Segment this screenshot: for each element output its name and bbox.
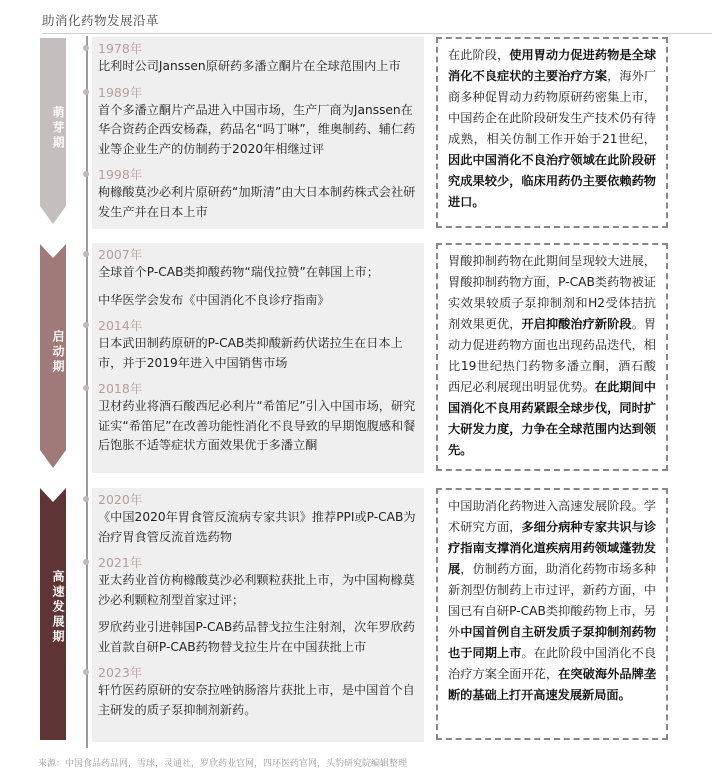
phase-label-2: 启动期 [51,330,65,375]
timeline-dot [83,322,89,328]
timeline-dot [83,251,89,257]
phase-marker-3 [40,488,66,740]
phase-marker-1 [40,38,66,224]
timeline-dot [83,45,89,51]
phase-label-3: 高速发展期 [51,570,65,645]
event-year: 2018年 [98,381,143,396]
event-year: 1998年 [98,167,143,182]
event-text: 首个多潘立酮片产品进入中国市场，生产厂商为Janssen在华合资药企西安杨森，药品名“吗丁啉”，维奥制药、辅仁药业等企业生产的仿制药于2020年相继过评 [98,102,416,156]
timeline-dot [83,496,89,502]
timeline-dot [83,89,89,95]
summary-text-bold: 使用胃动力促进药物是全球消化不良症状的主要治疗方案 [448,48,657,83]
summary-box-1 [436,37,668,228]
summary-text: 胃酸抑制药物在此期间呈现较大进展，胃酸抑制药物方面，P-CAB类药物被证实效果较质子泵抑制剂和H2受体拮抗剂效果更优， [448,254,656,331]
phase-marker-2 [40,244,66,468]
summary-text: ，海外厂商多种促胃动力药物原研药密集上市，中国药企在此阶段研发生产技术仍有待成熟，相关仿制工作开始于21世纪， [448,69,657,146]
event-year: 2023年 [98,665,143,680]
event-text: 全球首个P-CAB类抑酸药物“瑞伐拉赞”在韩国上市； [98,265,379,279]
summary-text: 在此阶段， [448,48,510,62]
timeline-dot [83,669,89,675]
event-text: 枸橼酸莫沙必利片原研药“加斯清”由大日本制药株式会社研发生产并在日本上市 [98,185,416,219]
event-text: 罗欣药业引进韩国P-CAB药品替戈拉生注射剂，次年罗欣药业首款自研P-CAB药物替戈拉生片在中国获批上市 [98,620,415,654]
summary-text-bold: 开启抑酸治疗新阶段 [521,317,632,331]
summary-text-bold: 在此期间中国消化不良用药紧跟全球步伐，同时扩大研发力度，力争在全球范围内达到领先。 [448,380,656,457]
summary-text: 。胃动力促进药物方面也出现药品迭代，相比19世纪热门药物多潘立酮，酒石酸西尼必利展现出明显优势。 [448,317,657,394]
summary-text-bold: 在突破海外品牌垄断的基础上打开高速发展新局面。 [448,667,657,702]
page-title: 助消化药物发展沿革 [42,13,160,28]
summary-text: 中国助消化药物进入高速发展阶段。学术研究方面， [448,499,656,534]
timeline-dot [83,171,89,177]
title-divider [42,33,712,34]
event-text: 亚太药业首仿枸橼酸莫沙必利颗粒获批上市，为中国枸橼莫沙必利颗粒剂型首家过评； [98,573,415,607]
event-year: 2014年 [98,318,143,333]
event-year: 1978年 [98,41,143,56]
stage-box-1 [92,37,424,229]
event-text: 中华医学会发布《中国消化不良诊疗指南》 [98,292,330,307]
stage-box-2 [92,243,424,473]
timeline-dot [83,385,89,391]
event-year: 1989年 [98,84,143,100]
stage-box-3 [92,488,424,742]
phase-label-1: 萌芽期 [51,106,65,151]
event-text: 轩竹医药原研的安奈拉唑钠肠溶片获批上市，是中国首个自主研发的质子泵抑制剂新药。 [98,683,415,717]
event-text: 卫材药业将酒石酸西尼必利片“希笛尼”引入中国市场，研究证实“希笛尼”在改善功能性消化不良导致的早期饱腹感和餐后饱胀不适等症状方面效果优于多潘立酮 [98,399,416,452]
summary-text-bold: 因此中国消化不良治疗领域在此阶段研究成果较少，临床用药仍主要依赖药物进口。 [448,153,656,209]
event-text: 《中国2020年胃食管反流病专家共识》推荐PPI或P-CAB为治疗胃食管反流首选药物 [98,510,416,544]
summary-box-2 [436,243,668,471]
summary-box-3 [436,488,668,740]
timeline-dot [83,559,89,565]
event-text: 日本武田制药原研的P-CAB类抑酸新药伏诺拉生在日本上市，并于2019年进入中国销售市场 [98,336,403,370]
summary-text-bold: 多细分病种专家共识与诊疗指南支撑消化道疾病用药领域蓬勃发展 [448,520,657,576]
event-text: 比利时公司Janssen原研药多潘立酮片在全球范围内上市 [98,59,401,73]
summary-text: ，仿制药方面，助消化药物市场多种新剂型仿制药上市过评，新药方面，中国已有自研P-CAB类抑酸药物上市，另外 [448,562,657,639]
timeline-spine [86,36,88,748]
source-note: 来源：中国食品药品网，雪球，灵通社，罗欣药业官网，四环医药官网，头豹研究院编辑整理 [38,759,408,769]
event-year: 2007年 [98,247,143,262]
summary-text: 。在此阶段中国消化不良治疗方案全面开花， [448,646,657,681]
summary-text-bold: 中国首例自主研发质子泵抑制剂药物也于同期上市 [448,625,657,660]
event-year: 2021年 [98,555,143,570]
event-year: 2020年 [98,492,143,507]
